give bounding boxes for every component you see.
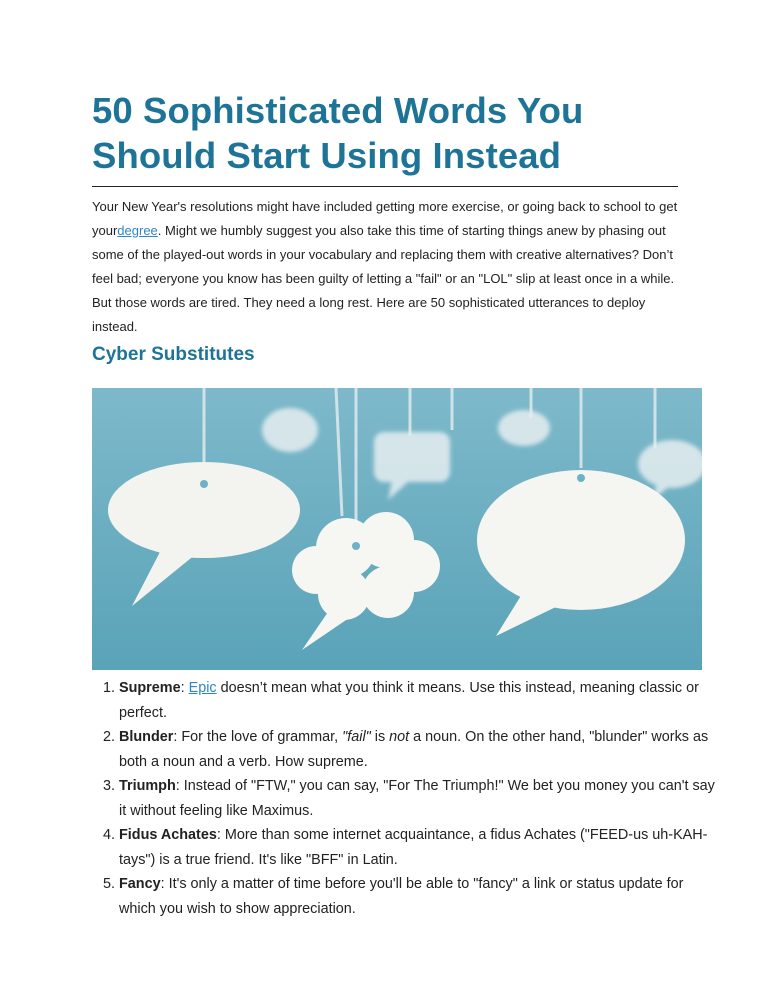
title-divider	[92, 186, 678, 187]
word-list	[92, 676, 719, 921]
item-text: Instead of "FTW," you can say, "For The Triumph!" We bet you money you can't say it without feeling like Maximus.	[119, 778, 715, 819]
item-word: Fidus Achates	[119, 827, 217, 843]
item-word: Triumph	[119, 778, 176, 794]
item-emphasis: not	[389, 729, 410, 745]
item-text: is	[370, 729, 390, 745]
item-word: Fancy	[119, 876, 161, 892]
item-text: More than some internet acquaintance, a fidus Achates ("FEED-us uh-KAH-tays") is a true friend. It's like "BFF" in Latin.	[119, 827, 708, 868]
item-emphasis: "fail"	[342, 729, 371, 745]
item-text: a noun. On the other hand, "blunder" works as both a noun and a verb. How supreme.	[119, 729, 709, 770]
item-text: For the love of grammar,	[181, 729, 343, 745]
list-item: 5. Fancy: It's only a matter of time before you'll be able to "fancy" a link or status update for which you wish to show appreciation.	[119, 872, 719, 921]
epic-link[interactable]: Epic	[188, 680, 217, 696]
speech-bubbles-image	[92, 388, 702, 670]
item-text: doesn’t mean what you think it means. Use this instead, meaning classic or perfect.	[119, 680, 699, 721]
intro-text-1: Your New Year's resolutions might have included getting more exercise, or going back to school to get your	[92, 199, 678, 238]
list-item: 2. Blunder: For the love of grammar, "fail" is not a noun. On the other hand, "blunder" works as both a noun and a verb. How supreme.	[119, 725, 719, 774]
item-text: It's only a matter of time before you'll be able to "fancy" a link or status update for which you wish to show appreciation.	[119, 876, 684, 917]
list-item: 1. Supreme: Epic doesn’t mean what you think it means. Use this instead, meaning classic or perfect.	[119, 676, 719, 725]
page-title: 50 Sophisticated Words You Should Start Using Instead	[92, 90, 584, 176]
list-item: 3. Triumph: Instead of "FTW," you can say, "For The Triumph!" We bet you money you can't say it without feeling like Maximus.	[119, 774, 719, 823]
degree-link[interactable]: degree	[117, 223, 158, 238]
item-word: Blunder	[119, 729, 174, 745]
intro-text-2: . Might we humbly suggest you also take this time of starting things anew by phasing out some of the played-out words in your vocabulary and replacing them with creative alternatives? Don’t feel bad; everyone you know has been guilty of letting a "fail" or an "LOL" slip at least once in a while. But those words are tired. They need a long rest. Here are 50 sophisticated utterances to deploy instead.	[92, 223, 675, 334]
intro-paragraph	[92, 195, 682, 339]
section-heading: Cyber Substitutes	[92, 344, 255, 365]
list-item: 4. Fidus Achates: More than some internet acquaintance, a fidus Achates ("FEED-us uh-KAH-tays") is a true friend. It's like "BFF" in Latin.	[119, 823, 719, 872]
item-word: Supreme	[119, 680, 181, 696]
